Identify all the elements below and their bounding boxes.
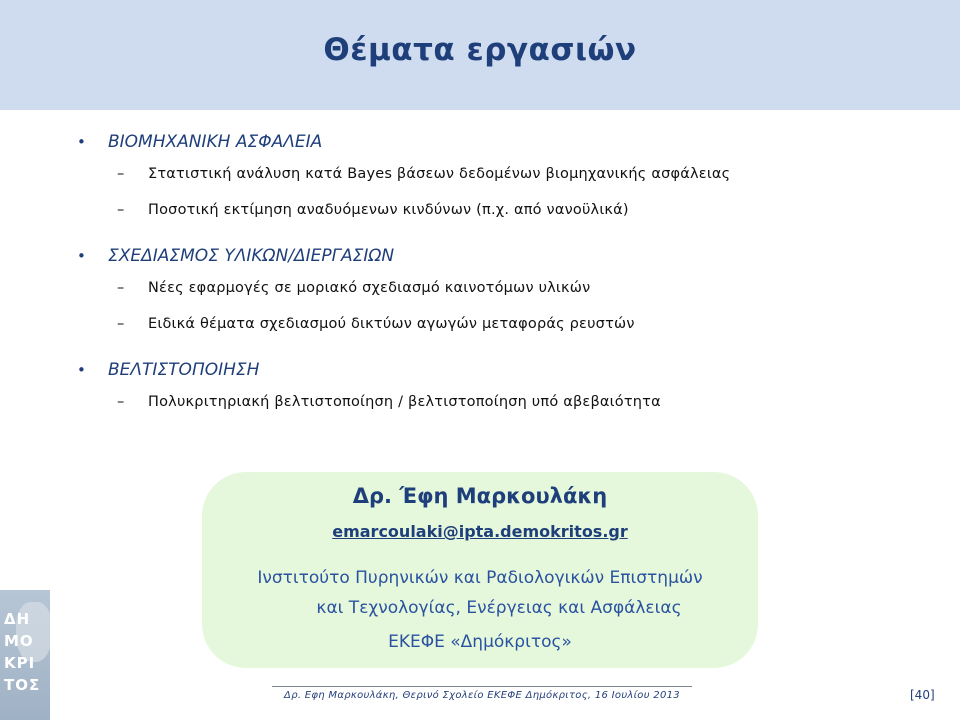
dash-icon: –: [117, 280, 125, 296]
sub-item-text: Ειδικά θέματα σχεδιασμού δικτύων αγωγών μεταφοράς ρευστών: [148, 316, 635, 332]
bullet-icon: •: [77, 361, 86, 379]
sub-item: [75, 384, 895, 420]
section-heading: ΣΧΕΔΙΑΣΜΟΣ ΥΛΙΚΩΝ/ΔΙΕΡΓΑΣΙΩΝ: [108, 246, 395, 266]
footer-text: Δρ. Εφη Μαρκουλάκη, Θερινό Σχολείο ΕΚΕΦΕ Δημόκριτος, 16 Ιουλίου 2013: [284, 690, 680, 701]
sub-item-text: Νέες εφαρμογές σε μοριακό σχεδιασμό καινοτόμων υλικών: [148, 280, 591, 296]
sub-item: [75, 306, 895, 342]
demokritos-logo: [0, 590, 50, 720]
section-optimization: [75, 356, 895, 420]
bullet-heading: [75, 356, 895, 384]
institute-line-2: και Τεχνολογίας, Ενέργειας και Ασφάλειας: [316, 598, 682, 618]
logo-lettering: [4, 608, 40, 696]
dash-icon: –: [117, 394, 125, 410]
research-center: ΕΚΕΦΕ «Δημόκριτος»: [388, 632, 572, 652]
logo-line: ΜΟ: [4, 632, 34, 650]
bullet-heading: [75, 242, 895, 270]
contact-card: [202, 472, 758, 668]
bullet-list: [75, 128, 895, 434]
page-number: [40]: [910, 688, 935, 702]
sub-item-text: Ποσοτική εκτίμηση αναδυόμενων κινδύνων (π.χ. από νανοϋλικά): [148, 202, 629, 218]
sub-item: [75, 156, 895, 192]
sub-item-text: Πολυκριτηριακή βελτιστοποίηση / βελτιστοποίηση υπό αβεβαιότητα: [148, 394, 661, 410]
contact-email-link[interactable]: emarcoulaki@ipta.demokritos.gr: [332, 522, 628, 541]
bullet-heading: [75, 128, 895, 156]
section-materials-design: [75, 242, 895, 342]
dash-icon: –: [117, 316, 125, 332]
slide-title: Θέματα εργασιών: [323, 32, 637, 68]
bullet-icon: •: [77, 247, 86, 265]
contact-name: Δρ. Έφη Μαρκουλάκη: [352, 484, 608, 508]
sub-item: [75, 270, 895, 306]
logo-line: ΔΗ: [4, 610, 31, 628]
sub-item-text: Στατιστική ανάλυση κατά Bayes βάσεων δεδομένων βιομηχανικής ασφάλειας: [148, 166, 731, 182]
logo-line: ΚΡΙ: [4, 654, 36, 672]
logo-line: ΤΟΣ: [4, 676, 41, 694]
dash-icon: –: [117, 202, 125, 218]
dash-icon: –: [117, 166, 125, 182]
institute-line-1: Ινστιτούτο Πυρηνικών και Ραδιολογικών Επιστημών: [257, 568, 703, 588]
footer-divider: [272, 686, 692, 687]
sub-item: [75, 192, 895, 228]
section-heading: ΒΕΛΤΙΣΤΟΠΟΙΗΣΗ: [108, 360, 260, 380]
bullet-icon: •: [77, 133, 86, 151]
section-heading: ΒΙΟΜΗΧΑΝΙΚΗ ΑΣΦΑΛΕΙΑ: [108, 132, 323, 152]
section-industrial-safety: [75, 128, 895, 228]
